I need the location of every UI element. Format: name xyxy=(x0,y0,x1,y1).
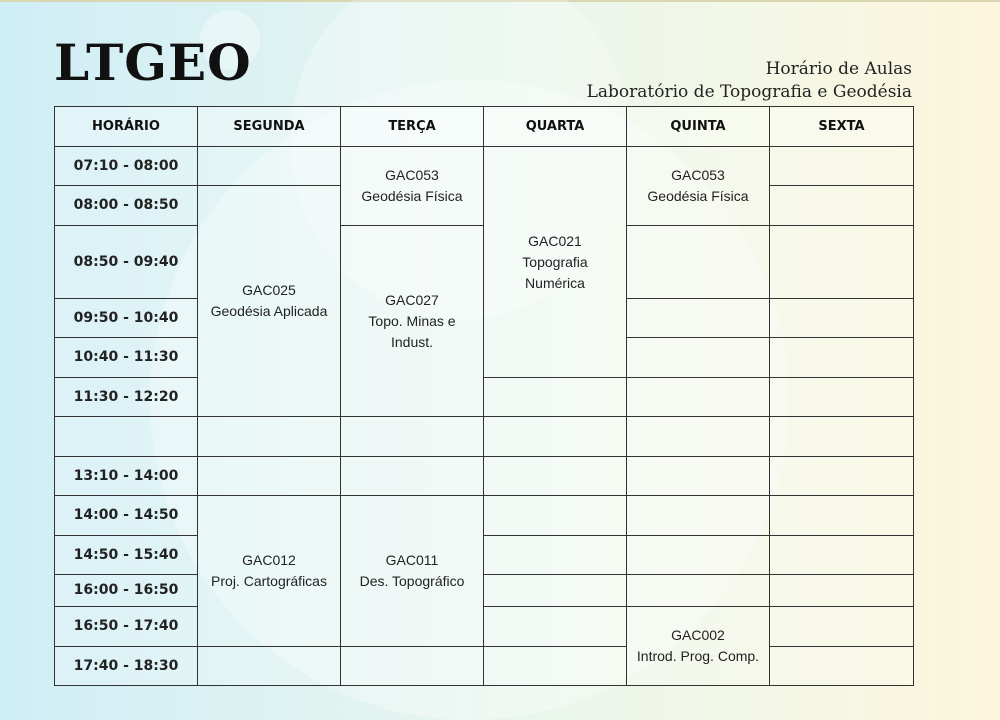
table-row xyxy=(55,496,914,536)
empty-cell xyxy=(770,417,914,457)
empty-cell xyxy=(484,496,627,536)
empty-cell xyxy=(627,417,770,457)
empty-cell xyxy=(627,496,770,536)
empty-cell xyxy=(198,417,341,457)
empty-cell xyxy=(627,536,770,575)
table-row xyxy=(55,647,914,686)
time-slot: 16:00 - 16:50 xyxy=(55,575,198,607)
logo: LTGEO xyxy=(54,33,252,92)
empty-cell xyxy=(770,457,914,496)
column-header-sexta: SEXTA xyxy=(770,107,914,147)
table-row xyxy=(55,147,914,186)
page-subtitle xyxy=(587,58,912,104)
class-cell xyxy=(341,496,484,647)
table-row xyxy=(55,536,914,575)
empty-cell xyxy=(770,226,914,299)
time-slot: 10:40 - 11:30 xyxy=(55,338,198,378)
class-name: Proj. Cartográficas xyxy=(211,573,327,589)
column-header-terca: TERÇA xyxy=(341,107,484,147)
time-slot: 16:50 - 17:40 xyxy=(55,607,198,647)
empty-cell xyxy=(627,226,770,299)
empty-cell xyxy=(770,299,914,338)
column-header-horario: HORÁRIO xyxy=(55,107,198,147)
empty-cell xyxy=(627,575,770,607)
class-name: Geodésia Aplicada xyxy=(210,303,328,319)
empty-cell xyxy=(341,647,484,686)
time-slot xyxy=(55,417,198,457)
time-slot: 13:10 - 14:00 xyxy=(55,457,198,496)
class-name: Geodésia Física xyxy=(361,188,463,204)
empty-cell xyxy=(770,607,914,647)
empty-cell xyxy=(484,607,627,647)
empty-cell xyxy=(770,378,914,417)
empty-cell xyxy=(484,536,627,575)
class-cell xyxy=(484,147,627,378)
time-slot: 09:50 - 10:40 xyxy=(55,299,198,338)
time-slot: 17:40 - 18:30 xyxy=(55,647,198,686)
empty-cell xyxy=(770,147,914,186)
time-slot: 08:50 - 09:40 xyxy=(55,226,198,299)
class-code: GAC027 xyxy=(385,291,439,308)
class-cell xyxy=(341,147,484,226)
class-name: Topografia Numérica xyxy=(522,253,588,291)
class-code: GAC053 xyxy=(385,167,439,183)
class-code: GAC002 xyxy=(671,627,725,643)
column-header-quarta: QUARTA xyxy=(484,107,627,147)
empty-cell xyxy=(484,457,627,496)
empty-cell xyxy=(198,647,341,686)
class-name: Introd. Prog. Comp. xyxy=(636,648,760,664)
empty-cell xyxy=(484,647,627,686)
empty-cell xyxy=(198,147,341,186)
table-row xyxy=(55,378,914,417)
class-cell xyxy=(341,226,484,417)
empty-cell xyxy=(341,457,484,496)
time-slot: 14:00 - 14:50 xyxy=(55,496,198,536)
class-code: GAC025 xyxy=(242,282,296,298)
class-name: Topo. Minas e Indust. xyxy=(368,312,456,350)
empty-cell xyxy=(627,338,770,378)
time-slot: 07:10 - 08:00 xyxy=(55,147,198,186)
column-header-segunda: SEGUNDA xyxy=(198,107,341,147)
empty-cell xyxy=(770,575,914,607)
empty-cell xyxy=(770,536,914,575)
empty-cell xyxy=(484,417,627,457)
subtitle-line-2: Laboratório de Topografia e Geodésia xyxy=(586,82,912,102)
empty-cell xyxy=(770,496,914,536)
empty-cell xyxy=(770,338,914,378)
table-row xyxy=(55,417,914,457)
empty-cell xyxy=(341,417,484,457)
header-row xyxy=(55,107,914,147)
class-cell xyxy=(198,186,341,417)
class-code: GAC021 xyxy=(528,232,582,249)
empty-cell xyxy=(627,299,770,338)
table-row xyxy=(55,457,914,496)
time-slot: 11:30 - 12:20 xyxy=(55,378,198,417)
empty-cell xyxy=(484,378,627,417)
empty-cell xyxy=(770,647,914,686)
empty-cell xyxy=(770,186,914,226)
empty-cell xyxy=(627,378,770,417)
empty-cell xyxy=(627,457,770,496)
class-cell xyxy=(627,147,770,226)
class-code: GAC011 xyxy=(385,552,439,568)
class-cell xyxy=(198,496,341,647)
class-name: Geodésia Física xyxy=(647,188,749,204)
column-header-quinta: QUINTA xyxy=(627,107,770,147)
class-code: GAC012 xyxy=(242,552,296,568)
table-row xyxy=(55,575,914,607)
schedule-table xyxy=(54,106,914,686)
time-slot: 14:50 - 15:40 xyxy=(55,536,198,575)
class-name: Des. Topográfico xyxy=(359,573,465,589)
empty-cell xyxy=(484,575,627,607)
subtitle-line-1: Horário de Aulas xyxy=(765,59,912,79)
class-cell xyxy=(627,607,770,686)
empty-cell xyxy=(198,457,341,496)
table-row xyxy=(55,607,914,647)
class-code: GAC053 xyxy=(671,167,725,183)
time-slot: 08:00 - 08:50 xyxy=(55,186,198,226)
